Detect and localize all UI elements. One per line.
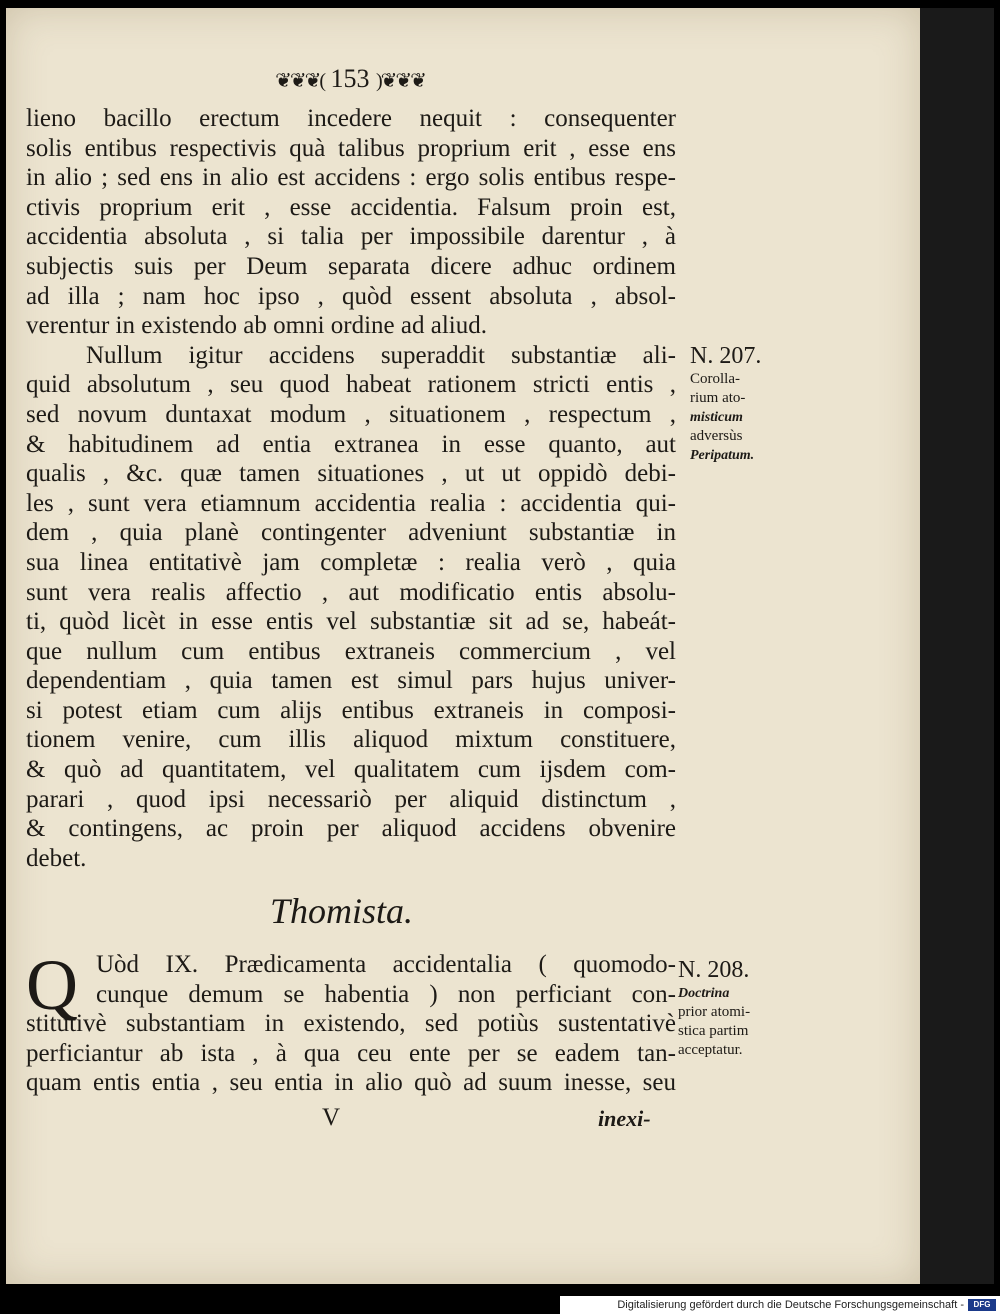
text-line: que nullum cum entibus extraneis commercium , vel	[26, 637, 676, 665]
footer-text: Digitalisierung gefördert durch die Deutsche Forschungsgemeinschaft -	[617, 1299, 964, 1311]
ornament-right: )❦❦❦	[376, 70, 425, 92]
margin-note-number: N. 207.	[690, 343, 762, 369]
text-line: accidentia absoluta , si talia per impossibile darentur , à	[26, 223, 676, 251]
text-line: Nullum igitur accidens superaddit substantiæ ali-	[86, 341, 676, 369]
margin-note-line: rium ato-	[690, 390, 746, 406]
text-line: sed novum duntaxat modum , situationem , respectum ,	[26, 400, 676, 428]
margin-note-line: misticum	[690, 410, 743, 425]
main-text	[26, 104, 676, 873]
margin-note-line: stica partim	[678, 1023, 749, 1039]
text-line: cunque demum se habentia ) non perficiant con-	[96, 980, 676, 1008]
text-line: qualis , &c. quæ tamen situationes , ut ut oppidò debi-	[26, 460, 676, 488]
text-line: sunt vera realis affectio , aut modificatio entis absolu-	[26, 578, 676, 606]
page-header	[250, 64, 450, 100]
text-line: verentur in existendo ab omni ordine ad aliud.	[26, 312, 487, 340]
text-line: & contingens, ac proin per aliquod accidens obvenire	[26, 815, 676, 843]
text-line: & quò ad quantitatem, vel qualitatem cum ijsdem com-	[26, 756, 676, 784]
text-line: stitutivè substantiam in existendo, sed potiùs sustentativè	[26, 1010, 676, 1038]
margin-note-number: N. 208.	[678, 957, 750, 983]
margin-note-line: adversùs	[690, 428, 743, 444]
paragraph-1	[26, 104, 676, 341]
signature-mark: V	[322, 1104, 341, 1131]
page-number: 153	[330, 64, 370, 93]
text-line: perficiantur ab ista , à qua ceu ente per se eadem tan-	[26, 1039, 676, 1067]
margin-note-208	[678, 956, 750, 1060]
text-line: in alio ; sed ens in alio est accidens : ergo solis entibus respe-	[26, 164, 676, 192]
section-heading: Thomista.	[270, 891, 414, 931]
text-line: ad illa ; nam hoc ipso , quòd essent absoluta , absol-	[26, 282, 676, 310]
text-line: les , sunt vera etiamnum accidentia realia : accidentia qui-	[26, 489, 676, 517]
margin-note-207	[690, 342, 761, 465]
catchword: inexi-	[598, 1106, 651, 1131]
dfg-logo: DFG	[968, 1299, 996, 1311]
margin-note-line: Peripatum.	[690, 448, 755, 463]
text-line: parari , quod ipsi necessariò per aliquid distinctum ,	[26, 785, 676, 813]
margin-note-line: prior atomi-	[678, 1004, 751, 1020]
text-line: lieno bacillo erectum incedere nequit : consequenter	[26, 105, 676, 132]
margin-note-line: Doctrina	[678, 986, 730, 1001]
drop-cap: Q	[26, 945, 78, 1025]
margin-note-line: Corolla-	[690, 371, 740, 387]
text-line: ctivis proprium erit , esse accidentia. Falsum proin est,	[26, 193, 676, 221]
text-line: dependentiam , quia tamen est simul pars hujus univer-	[26, 667, 676, 695]
text-line: subjectis suis per Deum separata dicere adhuc ordinem	[26, 252, 676, 280]
text-line: & habitudinem ad entia extranea in esse quanto, aut	[26, 430, 676, 458]
text-line: dem , quia planè contingenter adveniunt substantiæ in	[26, 519, 676, 547]
ornament-left: ❦❦❦(	[275, 70, 324, 92]
text-line: tionem venire, cum illis aliquod mixtum constituere,	[26, 726, 676, 754]
text-line: solis entibus respectivis quà talibus proprium erit , esse ens	[26, 134, 676, 162]
text-line: Uòd IX. Prædicamenta accidentalia ( quomodo-	[96, 951, 676, 978]
scan-edge	[920, 8, 994, 1284]
paragraph-2	[26, 341, 676, 874]
text-line: si potest etiam cum alijs entibus extraneis in composi-	[26, 696, 676, 724]
text-line: quid absolutum , seu quod habeat rationem stricti entis ,	[26, 371, 676, 399]
text-line: debet.	[26, 844, 87, 872]
paragraph-3	[26, 945, 676, 1098]
text-line: sua linea entitativè jam completæ : realia verò , quia	[26, 548, 676, 576]
margin-note-line: acceptatur.	[678, 1042, 743, 1058]
text-line: quam entis entia , seu entia in alio quò ad suum inesse, seu	[26, 1069, 676, 1097]
text-line: ti, quòd licèt in esse entis vel substantiæ sit ad se, habeát-	[26, 608, 676, 636]
digitization-footer	[560, 1296, 1000, 1314]
